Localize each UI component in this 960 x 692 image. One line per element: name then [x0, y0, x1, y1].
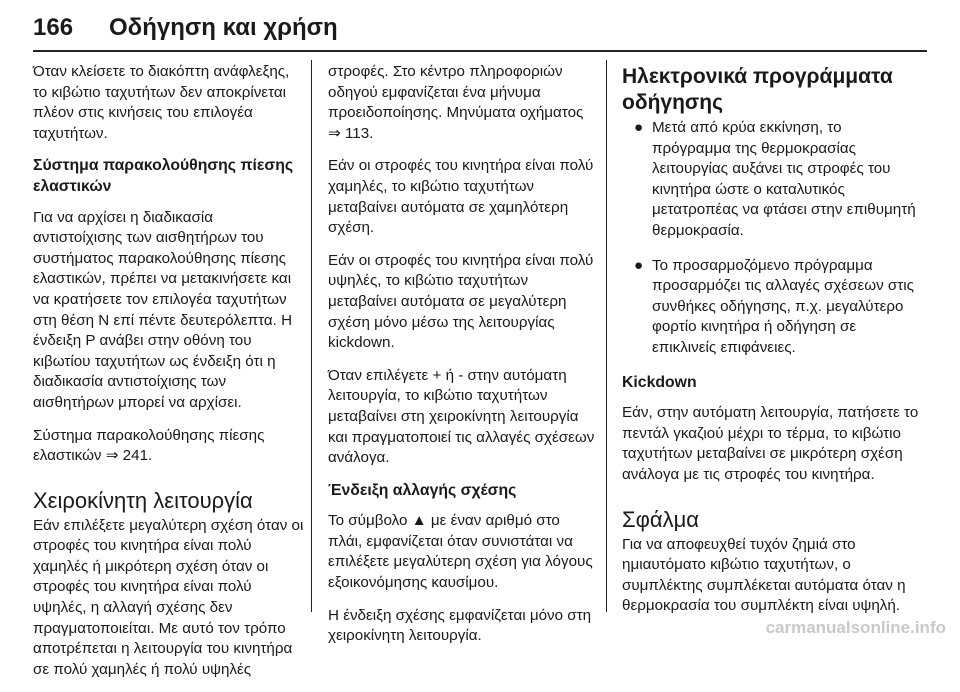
- programs-list: [622, 118, 922, 359]
- high-rpm-paragraph: Εάν οι στροφές του κινητήρα είναι πολύ υψηλές, το κιβώτιο ταχυτήτων μεταβαίνει αυτόματα σε μεγαλύτερη σχέση μόνο μέσω της λειτουργίας kickdown.: [328, 251, 594, 352]
- electronic-programs-heading: Ηλεκτρονικά προγράμματα οδήγησης: [622, 65, 893, 114]
- column-divider-left: [311, 60, 312, 612]
- page-number: 166: [33, 14, 74, 41]
- tpms-reference: Σύστημα παρακολούθησης πίεσης ελαστικών ⇒ 241.: [33, 426, 265, 465]
- shift-indicator-heading: Ένδειξη αλλαγής σχέσης: [328, 481, 517, 499]
- kickdown-heading: Kickdown: [622, 373, 697, 391]
- bullet-icon: ●: [634, 119, 644, 136]
- tpms-heading: Σύστημα παρακολούθησης πίεσης ελαστικών: [33, 157, 294, 195]
- list-item: [622, 256, 922, 359]
- intro-paragraph: Όταν κλείσετε το διακόπτη ανάφλεξης, το κιβώτιο ταχυτήτων δεν αποκρίνεται πλέον στις κινήσεις του επιλογέα ταχυτήτων.: [33, 63, 290, 142]
- watermark: carmanualsonline.info: [765, 618, 946, 637]
- bullet-icon: ●: [634, 256, 644, 274]
- tpms-paragraph: Για να αρχίσει η διαδικασία αντιστοίχισης των αισθητήρων του συστήματος παρακολούθησης πίεσης ελαστικών, πρέπει να μετακινήσετε και να κρατήσετε τον επιλογέα ταχυτήτων στη θέση N επί πέντε δευτερόλεπτα. Η ένδειξη P ανάβει στην οθόνη του κιβωτίου ταχυτήτων ως ένδειξη ότι η διαδικασία αντιστοίχισης των αισθητήρων μπορεί να αρχίσει.: [33, 208, 293, 411]
- fault-heading: Σφάλμα: [622, 506, 699, 532]
- list-item: [622, 118, 922, 242]
- low-rpm-paragraph: Εάν οι στροφές του κινητήρα είναι πολύ χαμηλές, το κιβώτιο ταχυτήτων μεταβαίνει αυτόματα σε χαμηλότερη σχέση.: [328, 157, 594, 237]
- list-item-text: Το προσαρμοζόμενο πρόγραμμα προσαρμόζει τις αλλαγές σχέσεων στις συνθήκες οδήγησης, π.χ. μεγαλύτερο φορτίο κινητήρα ή οδήγηση σε επικλινείς επιφάνειες.: [652, 256, 914, 356]
- shift-display-paragraph: Η ένδειξη σχέσης εμφανίζεται μόνο στη χειροκίνητη λειτουργία.: [328, 606, 592, 645]
- shift-indicator-paragraph: Το σύμβολο ▲ με έναν αριθμό στο πλάι, εμφανίζεται όταν συνιστάται να επιλέξετε μεγαλύτερη σχέση για λόγους εξοικονόμησης καυσίμου.: [328, 512, 593, 592]
- column-left: [33, 62, 305, 692]
- kickdown-paragraph: Εάν, στην αυτόματη λειτουργία, πατήσετε το πεντάλ γκαζιού μέχρι το τέρμα, το κιβώτιο ταχυτήτων μεταβαίνει σε μικρότερη σχέση ανάλογα με τις στροφές του κινητήρα.: [622, 404, 919, 483]
- manual-mode-heading: Χειροκίνητη λειτουργία: [33, 487, 253, 513]
- plus-minus-paragraph: Όταν επιλέγετε + ή - στην αυτόματη λειτουργία, το κιβώτιο ταχυτήτων μεταβαίνει στη χειροκίνητη λειτουργία και πραγματοποιεί τις αλλαγές σχέσεων ανάλογα.: [328, 366, 595, 467]
- column-divider-right: [606, 60, 607, 612]
- list-item-text: Μετά από κρύα εκκίνηση, το πρόγραμμα της θερμοκρασίας λειτουργίας αυξάνει τις στροφές του κινητήρα ώστε ο καταλυτικός μετατροπέας να φτάσει στην επιθυμητή θερμοκρασία.: [652, 119, 916, 239]
- manual-cont-paragraph: στροφές. Στο κέντρο πληροφοριών οδηγού εμφανίζεται ένα μήνυμα προειδοποίησης. Μηνύματα οχήματος ⇒ 113.: [328, 63, 584, 142]
- page-header: [33, 8, 338, 48]
- running-title: Οδήγηση και χρήση: [109, 14, 338, 41]
- column-middle: [328, 62, 596, 659]
- header-rule: [33, 50, 927, 52]
- fault-paragraph: Για να αποφευχθεί τυχόν ζημιά στο ημιαυτόματο κιβώτιο ταχυτήτων, ο συμπλέκτης συμπλέκεται αυτόματα όταν η θερμοκρασία του συμπλέκτη είναι υψηλή.: [622, 535, 906, 615]
- column-right: [622, 64, 922, 629]
- manual-mode-paragraph: Εάν επιλέξετε μεγαλύτερη σχέση όταν οι στροφές του κινητήρα είναι πολύ χαμηλές ή μικρότερη σχέση όταν οι στροφές του κινητήρα είναι πολύ υψηλές, η αλλαγή σχέσης δεν πραγματοποιείται. Με αυτό τον τρόπο αποτρέπεται η λειτουργία του κινητήρα σε πολύ χαμηλές ή πολύ υψηλές: [33, 516, 304, 678]
